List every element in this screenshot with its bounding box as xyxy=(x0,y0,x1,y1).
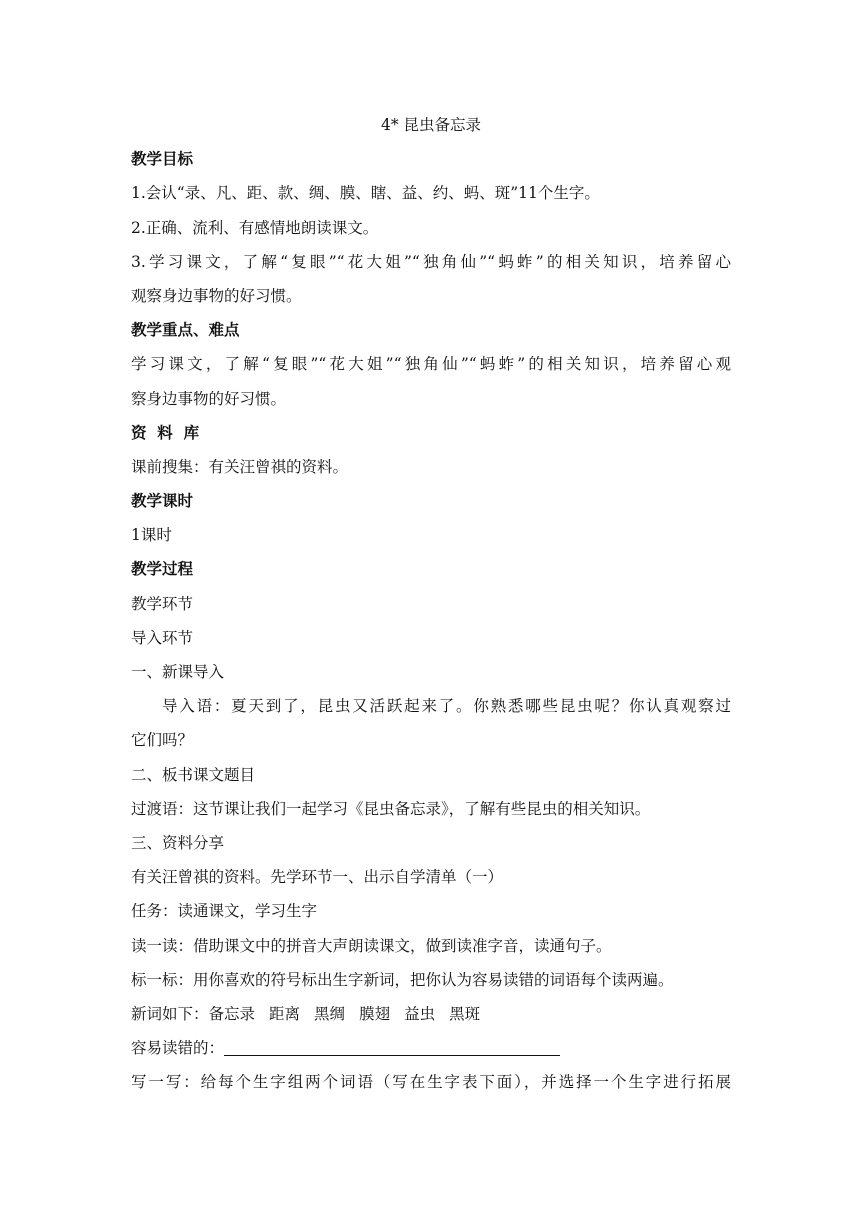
step-new-lesson-intro: 一、新课导入 xyxy=(131,663,225,681)
goal-item: 1.会认“录、凡、距、款、绸、膜、瞎、益、约、蚂、斑”11个生字。 xyxy=(131,184,600,203)
step-material-share: 三、资料分享 xyxy=(131,833,225,852)
new-word: 黑斑 xyxy=(449,1004,481,1023)
keypoints-text-continued: 察身边事物的好习惯。 xyxy=(131,389,287,408)
task-text: 任务：读通课文，学习生字 xyxy=(131,902,318,921)
easy-wrong-label: 容易读错的： xyxy=(131,1039,225,1058)
new-words-label: 新词如下： xyxy=(131,1004,209,1023)
new-words-line xyxy=(131,997,731,1031)
keypoints-text: 学习课文，了解“复眼”“花大姐”“独角仙”“蚂蚱”的相关知识，培养留心观 xyxy=(131,355,731,374)
intro-speech-continued: 它们吗？ xyxy=(131,731,194,750)
goals-heading: 教学目标 xyxy=(131,150,194,169)
new-word: 益虫 xyxy=(404,1004,436,1023)
mark-instruction: 标一标：用你喜欢的符号标出生字新词，把你认为容易读错的词语每个读两遍。 xyxy=(131,970,674,989)
hours-heading: 教学课时 xyxy=(131,492,194,511)
step-board-title: 二、板书课文题目 xyxy=(131,765,256,784)
fill-in-blank-line xyxy=(224,1037,560,1056)
process-intro-section: 导入环节 xyxy=(131,628,194,647)
share-text: 有关汪曾祺的资料。先学环节一、出示自学清单（一） xyxy=(131,868,504,887)
new-word: 黑绸 xyxy=(314,1004,346,1023)
new-word: 距离 xyxy=(269,1004,301,1023)
new-word: 膜翅 xyxy=(359,1004,391,1023)
transition-speech: 过渡语：这节课让我们一起学习《昆虫备忘录》，了解有些昆虫的相关知识。 xyxy=(131,799,651,818)
hours-text: 1课时 xyxy=(131,526,172,545)
intro-speech: 导入语：夏天到了，昆虫又活跃起来了。你熟悉哪些昆虫呢？你认真观察过 xyxy=(162,697,731,716)
process-section: 教学环节 xyxy=(131,594,194,613)
keypoints-heading: 教学重点、难点 xyxy=(131,321,240,340)
easy-wrong-line xyxy=(131,1031,731,1065)
read-instruction: 读一读：借助课文中的拼音大声朗读课文，做到读准字音，读通句子。 xyxy=(131,936,612,955)
write-instruction: 写一写：给每个生字组两个词语（写在生字表下面），并选择一个生字进行拓展 xyxy=(131,1073,731,1092)
resources-heading: 资 料 库 xyxy=(131,423,200,442)
process-heading: 教学过程 xyxy=(131,560,194,579)
new-word: 备忘录 xyxy=(208,1004,256,1023)
resources-text: 课前搜集：有关汪曾祺的资料。 xyxy=(131,457,349,476)
goal-item: 3.学习课文，了解“复眼”“花大姐”“独角仙”“蚂蚱”的相关知识，培养留心 xyxy=(131,252,731,271)
goal-item: 2.正确、流利、有感情地朗读课文。 xyxy=(131,218,379,237)
lesson-plan-body xyxy=(131,108,731,1099)
goal-item-continued: 观察身边事物的好习惯。 xyxy=(131,286,302,305)
document-title: 4* 昆虫备忘录 xyxy=(380,116,482,134)
